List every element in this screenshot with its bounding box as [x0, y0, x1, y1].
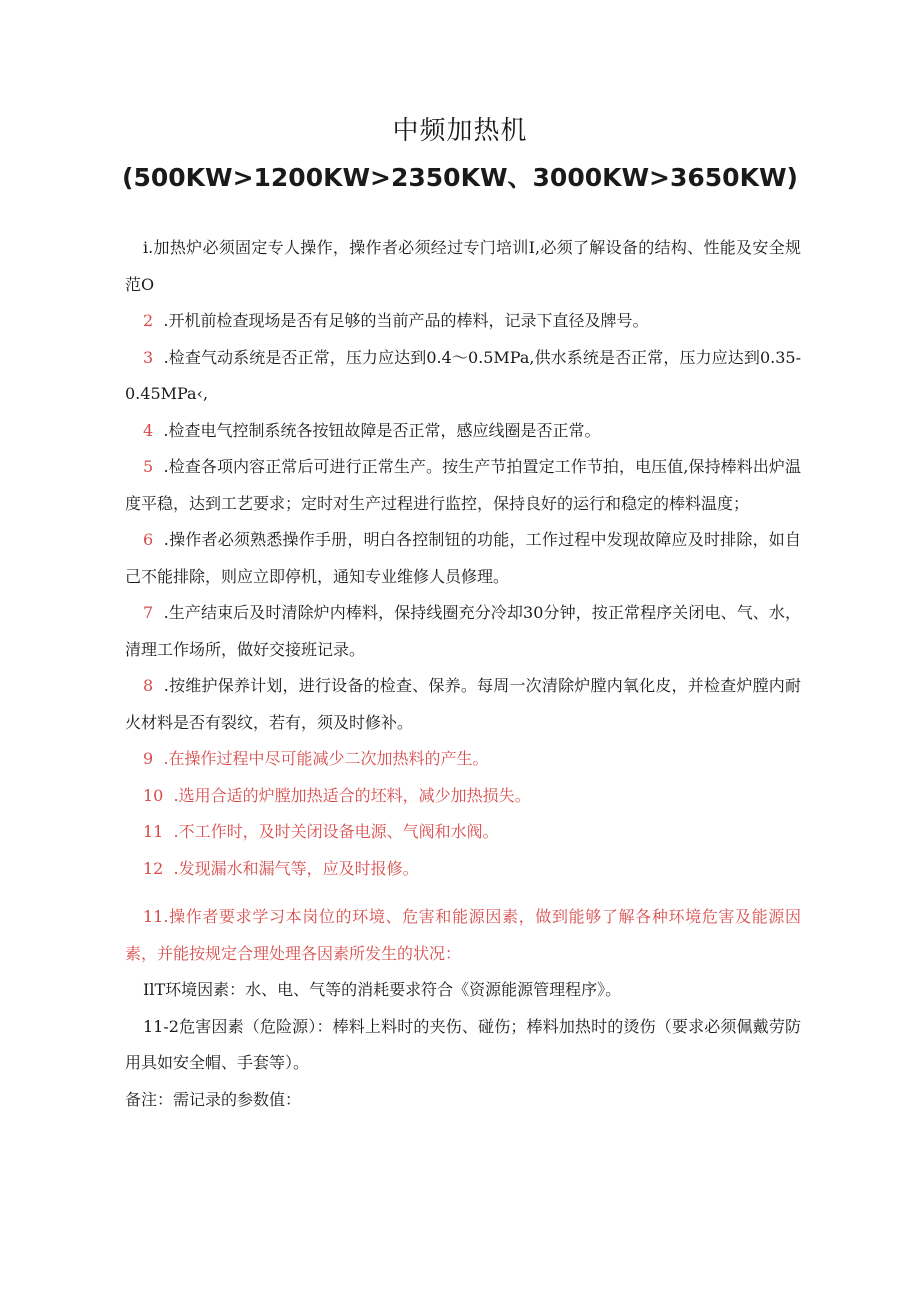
item-text: .按维护保养计划，进行设备的检查、保养。每周一次清除炉膛内氧化皮，并检查炉膛内耐火材料是否有裂纹，若有，须及时修补。	[125, 676, 801, 732]
item-number: 9	[143, 749, 154, 768]
list-item	[125, 814, 801, 851]
remarks-note: 备注：需记录的参数值：	[125, 1089, 302, 1109]
item-number: i.	[143, 238, 154, 257]
item-number: 11	[143, 822, 164, 841]
list-item	[125, 851, 801, 888]
item-number: 3	[143, 347, 154, 367]
item-number: 2	[143, 311, 154, 330]
item-text: .检查电气控制系统各按钮故障是否正常，感应线圈是否正常。	[163, 420, 601, 440]
list-item	[125, 595, 801, 668]
list-item	[125, 668, 801, 741]
list-item	[125, 449, 801, 522]
item-text: .检查气动系统是否正常，压力应达到0.4～0.5MPa,供水系统是否正常，压力应达到0.35-0.45MPa‹,	[125, 347, 801, 403]
item-text: .在操作过程中尽可能减少二次加热料的产生。	[163, 749, 489, 768]
environment-factors: IlT环境因素：水、电、气等的消耗要求符合《资源能源管理程序》。	[143, 980, 622, 999]
list-item	[125, 741, 801, 778]
instruction-list	[125, 230, 801, 1118]
item-text: .不工作时，及时关闭设备电源、气阀和水阀。	[173, 822, 499, 841]
item-number: 8	[143, 676, 154, 695]
item-text: 加热炉必须固定专人操作，操作者必须经过专门培训I,必须了解设备的结构、性能及安全规范O	[125, 238, 801, 294]
item-number: 4	[143, 420, 154, 440]
list-item	[125, 230, 801, 303]
document-subtitle: (500KW>1200KW>2350KW、3000KW>3650KW)	[122, 163, 798, 192]
list-item	[125, 522, 801, 595]
list-item	[125, 413, 801, 450]
document-title: 中频加热机	[392, 116, 528, 146]
list-item	[125, 778, 801, 815]
list-item	[125, 340, 801, 413]
hazard-factors: 11-2危害因素（危险源）：棒料上料时的夹伤、碰伤；棒料加热时的烫伤（要求必须佩戴劳防用具如安全帽、手套等）。	[125, 1016, 801, 1072]
item-text: .检查各项内容正常后可进行正常生产。按生产节拍置定工作节拍，电压值,保持棒料出炉温度平稳，达到工艺要求；定时对生产过程进行监控，保持良好的运行和稳定的棒料温度；	[125, 457, 801, 513]
item-number: 5	[143, 457, 154, 476]
list-item	[125, 303, 801, 340]
section-11-intro: 11.操作者要求学习本岗位的环境、危害和能源因素，做到能够了解各种环境危害及能源因素，并能按规定合理处理各因素所发生的状况：	[125, 907, 801, 963]
item-text: .发现漏水和漏气等，应及时报修。	[173, 858, 419, 878]
item-number: 12	[143, 858, 164, 878]
item-number: 6	[143, 530, 154, 549]
item-text: .开机前检查现场是否有足够的当前产品的棒料，记录下直径及牌号。	[163, 311, 649, 330]
item-number: 10	[143, 785, 164, 805]
spacer	[125, 887, 801, 899]
item-text: .选用合适的炉膛加热适合的坯料，减少加热损失。	[173, 785, 531, 805]
item-number: 7	[143, 603, 154, 622]
item-text: .生产结束后及时清除炉内棒料，保持线圈充分冷却30分钟，按正常程序关闭电、气、水，清理工作场所，做好交接班记录。	[125, 603, 802, 659]
item-text: .操作者必须熟悉操作手册，明白各控制钮的功能，工作过程中发现故障应及时排除，如自己不能排除，则应立即停机，通知专业维修人员修理。	[125, 530, 801, 586]
